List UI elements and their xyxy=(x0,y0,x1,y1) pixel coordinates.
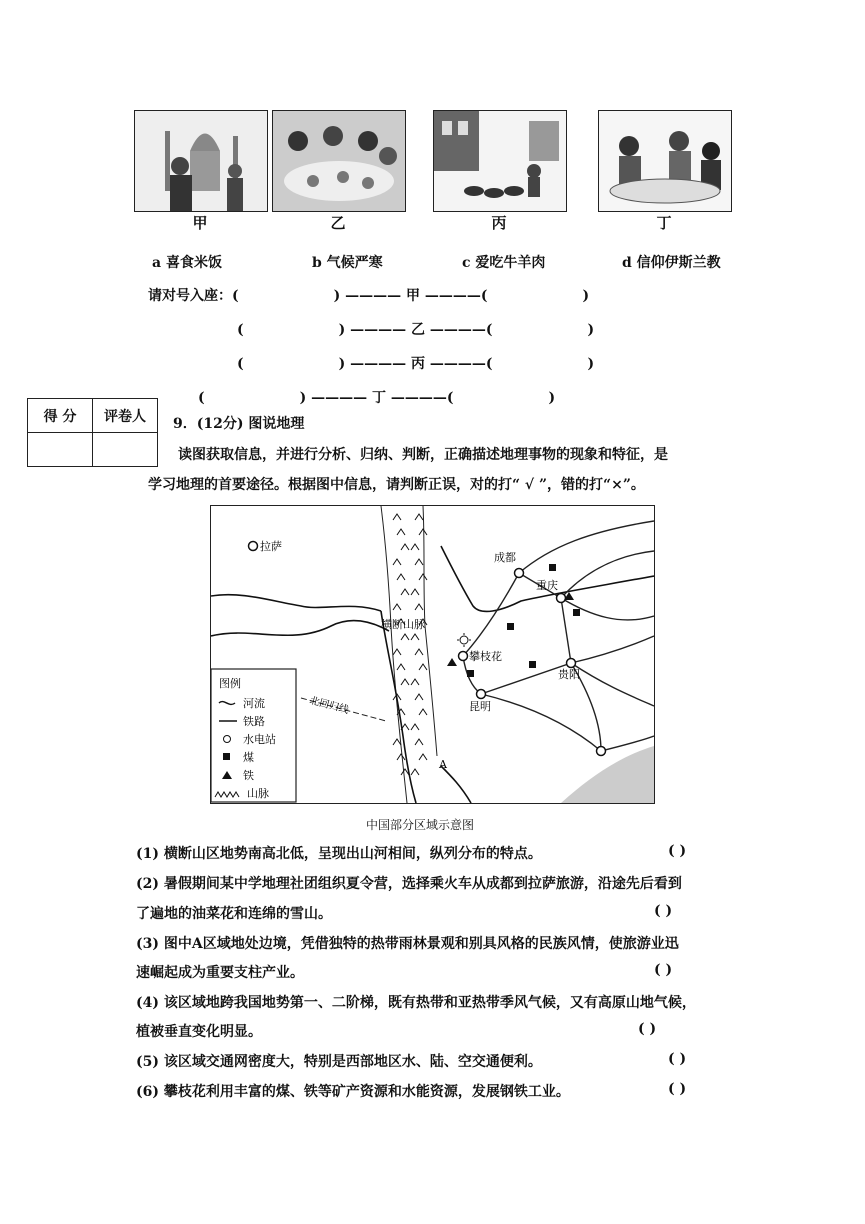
match-row-bing[interactable] xyxy=(237,353,594,373)
mountain-symbol xyxy=(397,754,405,760)
match-close: ) xyxy=(333,288,341,304)
mountain-symbol xyxy=(411,589,419,595)
match-prefix: 请对号入座： xyxy=(148,288,232,304)
tropic-label: 北回归线 xyxy=(308,695,350,717)
picture-yi xyxy=(272,110,406,212)
match-open: ( xyxy=(485,356,493,372)
mountain-symbol xyxy=(419,664,427,670)
picture-ding xyxy=(598,110,732,212)
item-3-cont: 速崛起成为重要支柱产业。 xyxy=(136,965,304,981)
family-dinner-icon xyxy=(599,111,731,211)
mountain-symbol xyxy=(415,739,423,745)
region-a-label: A xyxy=(439,758,447,771)
match-row-label: 丁 xyxy=(372,390,386,406)
region-map xyxy=(210,505,655,804)
dining-crowd-icon xyxy=(273,111,405,211)
mountain-symbol xyxy=(401,634,409,640)
match-open: ( xyxy=(198,390,205,406)
item-4-cont: 植被垂直变化明显。 xyxy=(136,1024,262,1040)
item-5-text: (5) 该区域交通网密度大，特别是西部地区水、陆、空交通便利。 xyxy=(136,1054,542,1070)
score-table xyxy=(27,398,158,467)
match-open: ( xyxy=(237,356,244,372)
option-d: d 信仰伊斯兰教 xyxy=(622,255,721,271)
match-dash: ———— xyxy=(390,390,447,406)
match-dash: ———— xyxy=(350,322,407,338)
mountain-symbol xyxy=(393,739,401,745)
option-a: a 喜食米饭 xyxy=(152,255,222,271)
mountain-symbol xyxy=(419,709,427,715)
mountain-symbol xyxy=(415,604,423,610)
match-close: ) xyxy=(548,390,556,406)
picture-jia xyxy=(134,110,268,212)
match-close: ) xyxy=(582,288,590,304)
mountain-symbol xyxy=(397,574,405,580)
match-row-label: 甲 xyxy=(406,288,420,304)
match-dash: ———— xyxy=(429,322,486,338)
item-5-blank[interactable]: ( ) xyxy=(668,1051,687,1067)
match-open: ( xyxy=(446,390,454,406)
picture-label: 丙 xyxy=(491,214,507,232)
hydropower-icon xyxy=(457,633,471,647)
mountain-symbol xyxy=(419,754,427,760)
score-cell[interactable] xyxy=(28,433,93,467)
city-guiyang: 贵阳 xyxy=(558,668,580,681)
mountain-symbol xyxy=(393,649,401,655)
mosque-scene-icon xyxy=(135,111,267,211)
match-dash: ———— xyxy=(429,356,486,372)
legend-river: 河流 xyxy=(243,697,265,710)
match-row-label: 乙 xyxy=(411,322,425,338)
match-dash: ———— xyxy=(424,288,481,304)
mountain-symbol xyxy=(411,679,419,685)
picture-label: 丁 xyxy=(656,214,672,232)
item-1-text: (1) 横断山区地势南高北低，呈现出山河相间，纵列分布的特点。 xyxy=(136,846,542,862)
mountain-symbol xyxy=(393,604,401,610)
item-2-text: (2) 暑假期间某中学地理社团组织夏令营，选择乘火车从成都到拉萨旅游，沿途先后看到 xyxy=(136,876,682,892)
mountain-symbol xyxy=(415,514,423,520)
match-dash: ———— xyxy=(350,356,407,372)
option-c: c 爱吃牛羊肉 xyxy=(462,255,546,271)
map-caption: 中国部分区域示意图 xyxy=(366,818,475,832)
match-row-label: 丙 xyxy=(411,356,425,372)
city-chongqing: 重庆 xyxy=(536,579,558,592)
mountain-symbol xyxy=(401,589,409,595)
item-3-blank[interactable]: ( ) xyxy=(654,962,673,978)
match-dash: ———— xyxy=(311,390,368,406)
legend-title: 图例 xyxy=(219,677,241,690)
match-close: ) xyxy=(338,356,346,372)
mountain-symbol xyxy=(419,574,427,580)
item-2-blank[interactable]: ( ) xyxy=(654,903,673,919)
dog-sled-icon xyxy=(434,111,566,211)
item-6-blank[interactable]: ( ) xyxy=(668,1081,687,1097)
mountain-symbol xyxy=(401,544,409,550)
question-heading: 9．(12分) 图说地理 xyxy=(173,416,305,432)
legend xyxy=(211,669,296,802)
match-close: ) xyxy=(338,322,346,338)
mountain-symbol xyxy=(415,559,423,565)
grader-cell[interactable] xyxy=(93,433,158,467)
legend-mountain: 山脉 xyxy=(247,787,269,800)
match-open: ( xyxy=(480,288,488,304)
mountain-symbol xyxy=(415,694,423,700)
mountain-symbol xyxy=(411,634,419,640)
mountain-symbol xyxy=(397,664,405,670)
match-close: ) xyxy=(299,390,307,406)
mountain-symbol xyxy=(419,529,427,535)
mountain-symbol xyxy=(415,649,423,655)
match-row-jia[interactable] xyxy=(148,285,589,305)
city-lhasa: 拉萨 xyxy=(260,540,282,553)
score-label: 得 分 xyxy=(28,399,93,433)
mountain-symbol xyxy=(397,529,405,535)
picture-label: 乙 xyxy=(330,214,346,232)
item-1-blank[interactable]: ( ) xyxy=(668,843,687,859)
legend-iron: 铁 xyxy=(243,769,254,782)
item-4-text: (4) 该区域地跨我国地势第一、二阶梯，既有热带和亚热带季风气候，又有高原山地气候， xyxy=(136,995,696,1011)
mountain-marks xyxy=(393,514,427,775)
legend-railway: 铁路 xyxy=(243,715,265,728)
railways xyxy=(463,521,654,751)
city-kunming: 昆明 xyxy=(469,700,491,713)
match-open: ( xyxy=(232,288,239,304)
item-3-text: (3) 图中A区域地处边境，凭借独特的热带雨林景观和别具风格的民族风情，使旅游业迅 xyxy=(136,936,679,952)
city-panzhihua: 攀枝花 xyxy=(469,650,502,663)
mountain-symbol xyxy=(393,559,401,565)
match-dash: ———— xyxy=(345,288,402,304)
mountain-symbol xyxy=(401,679,409,685)
match-row-yi[interactable] xyxy=(237,319,594,339)
sea-area xyxy=(561,746,654,803)
option-b: b 气候严寒 xyxy=(312,255,383,271)
mountain-symbol xyxy=(411,724,419,730)
match-row-ding[interactable] xyxy=(198,387,555,407)
match-close: ) xyxy=(587,322,595,338)
mountain-label: 横断山脉 xyxy=(381,618,425,631)
legend-hydro: 水电站 xyxy=(243,733,276,746)
match-open: ( xyxy=(237,322,244,338)
picture-label: 甲 xyxy=(192,214,208,232)
city-chengdu: 成都 xyxy=(494,551,516,564)
picture-bing xyxy=(433,110,567,212)
mountain-symbol xyxy=(411,769,419,775)
item-6-text: (6) 攀枝花利用丰富的煤、铁等矿产资源和水能资源，发展钢铁工业。 xyxy=(136,1084,570,1100)
question-intro-line2: 学习地理的首要途径。根据图中信息，请判断正误，对的打“ √ ”，错的打“×”。 xyxy=(148,477,645,493)
item-2-cont: 了遍地的油菜花和连绵的雪山。 xyxy=(136,906,332,922)
mountain-symbol xyxy=(411,544,419,550)
question-intro-line1: 读图获取信息，并进行分析、归纳、判断，正确描述地理事物的现象和特征，是 xyxy=(178,447,668,463)
mountain-symbol xyxy=(393,514,401,520)
item-4-blank[interactable]: ( ) xyxy=(638,1021,657,1037)
match-close: ) xyxy=(587,356,595,372)
match-open: ( xyxy=(485,322,493,338)
grader-label: 评卷人 xyxy=(93,399,158,433)
legend-coal: 煤 xyxy=(243,751,254,764)
